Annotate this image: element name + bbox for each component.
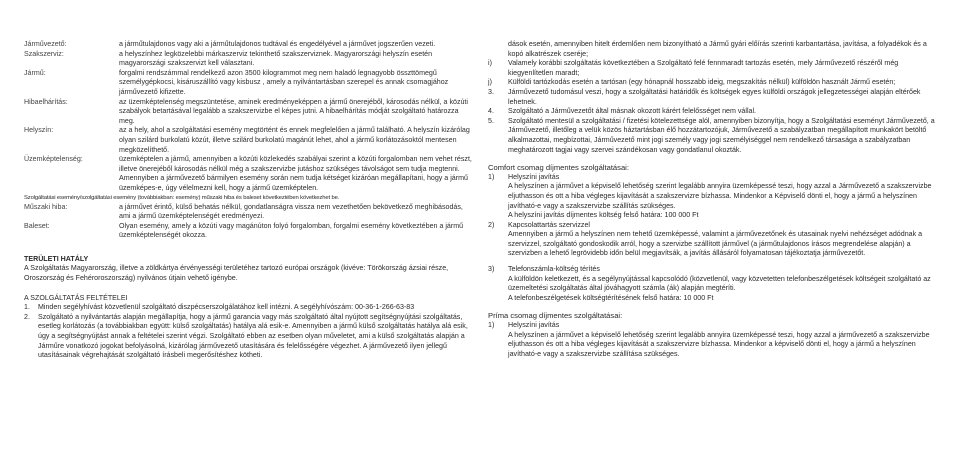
definition-text: Olyan esemény, amely a közúti vagy magánúton folyó forgalomban, forgalmi esemény következtében a jármű üzemképtelenségét okozza. — [119, 221, 464, 240]
sublist-marker: j) — [488, 78, 492, 87]
definition-item — [24, 50, 474, 69]
small-print-line: Szolgáltatási esemény/szolgáltatási esemény (továbbiakban: esemény) műszaki hiba és baleset következtében következhet be. — [24, 194, 340, 201]
comfort-title: Telefonszámla-költség térítés — [508, 265, 600, 274]
definition-item — [24, 98, 474, 127]
definition-item — [24, 203, 474, 222]
condition-text: Minden segélyhívást közvetlenül szolgáltató diszpécserszolgálatához kell intézni. A segélyhívószám: 00-36-1-266-63-83 — [38, 303, 415, 312]
sublist-item — [488, 78, 936, 88]
prima-text: A helyszínen a járművet a képviselő lehetőség szerint legalább annyira üzemképessé teszi, hogy azzal a járművezető a szakszervizbe eljuthasson és ott a hiba végleges kijavítását a szakszervizre bízhassa. Mindenkor a képviselő dönti el, hogy a jármű a helyszínen javítható-e vagy a szakszervizbe szállítása szükséges. — [508, 330, 930, 358]
comfort-title: Kapcsolattartás szervizzel — [508, 220, 591, 229]
numbered-text: Járművezető tudomásul veszi, hogy a szolgáltatási határidők és költségek egyes külföldi országok jellegzetességei alapján eltérőek lehetnek. — [508, 87, 921, 106]
definition-item — [24, 155, 474, 174]
sublist-marker: i) — [488, 59, 492, 68]
numbered-text: Szolgáltató a Járművezetőt által másnak okozott kárért felelősséget nem vállal. — [508, 107, 757, 116]
territory-text: A Szolgáltatás Magyarország, illetve a zöldkártya érvényességi területéhez tartozó európai országok (kivéve: Törökország ázsiai része, Oroszország és Fehéroroszország) nyilvános útjain vehető igénybe. — [24, 264, 449, 283]
prima-item — [488, 321, 936, 331]
condition-item — [24, 313, 474, 361]
comfort-extra: A telefonbeszélgetések költségtérítésének felső határa: 10 000 Ft — [508, 293, 714, 302]
definition-term: Műszaki hiba: — [24, 202, 68, 211]
definition-term: Szakszerviz: — [24, 49, 64, 58]
comfort-heading: Comfort csomag díjmentes szolgáltatásai: — [488, 163, 629, 173]
definition-term: Járművezető: — [24, 40, 67, 48]
definition-term: Üzemképtelenség: — [24, 155, 83, 164]
comfort-marker: 3) — [488, 265, 495, 274]
definition-term: Baleset: — [24, 221, 50, 230]
left-column — [24, 40, 474, 361]
comfort-title: Helyszíni javítás — [508, 172, 560, 181]
comfort-text: A külföldön keletkezett, és a segélynyújtással kapcsolódó (közvetlenül, vagy közvetetten telefonbeszélgetések költségeit szolgáltató az üzemeltetési szolgáltatás által jóváhagyott számla (ák) alapján megtéríti. — [508, 274, 931, 293]
definition-text: az a hely, ahol a szolgáltatási esemény megtörtént és ennek megfelelően a jármű található. A helyszín kizárólag olyan szilárd burkolatú közút, illetve szilárd burkolatú magánút lehet, ahol a jármű korlátozásoktól mentesen megközelíthető. — [119, 126, 470, 154]
definition-text: a helyszínhez legközelebbi márkaszerviz tekinthető szakszerviznek. Magyarországi helyszín esetén magyarországi szakszervizt kell választani. — [119, 49, 433, 68]
definition-text: a járművet érintő, külső behatás nélkül, gondatlanságra vissza nem vezethetően bekövetkező meghibásodás, ami a jármű üzemképtelenségét eredményezi. — [119, 202, 463, 221]
numbered-item — [488, 117, 936, 155]
definition-item — [24, 126, 474, 155]
prima-heading: Príma csomag díjmentes szolgáltatásai: — [488, 311, 623, 321]
condition-text: Szolgáltató a nyilvántartás alapján megállapítja, hogy a jármű garancia vagy más szolgáltató által nyújtott segítségnyújtási szolgáltatás, esetleg korlátozás (a továbbiakban együtt: külső szolgáltatás) hatálya alá esik-e. Amennyiben a jármű külső szolgáltatás hatálya alá esik, úgy a segítségnyújtást annak a feltételei szerint végzi. Szolgáltató ebben az esetben olyan műveletet, ami a külső szolgáltatás alapján a Járműre vonatkozó jogokat befolyásolná, kizárólag járművezető utasítására és felelősségére végezhet. A járművezető ilyen jellegű utasításainak végrehajtását szolgáltató írásbeli megerősítéshez kötheti. — [38, 312, 468, 360]
definition-text: forgalmi rendszámmal rendelkező azon 3500 kilogrammot meg nem haladó legnagyobb összttömegű személygépkocsi, kisáruszállító vagy kisbusz , amely a nyilvántartásban szerepel és annak csomagjához járművezető kifizette. — [119, 68, 449, 96]
numbered-text: Szolgáltató mentesül a szolgáltatási / fizetési kötelezettsége alól, amennyiben bizonyítja, hogy a Szolgáltatási eseményt Járművezető, a Járművezető, illetőleg a velük közös háztartásban élő hozzátartozójuk, Járművezető a szabályzatban megállapított munkakört betöltő alkalmazottai, megbízottai, Járművezető mint jogi személy vagy jogi személyiséggel nem rendelkező társasága a szabályzatban meghatározott tagjai vagy szervei szándékosan vagy gondatlanul okozták. — [508, 116, 935, 154]
numbered-marker: 5. — [488, 116, 494, 125]
definition-text: az üzemképtelenség megszüntetése, aminek eredményeképpen a jármű önerejéből, károsodás nélkül, a közúti szabályok betartásával legalább a szakszervizbe el képes jutni. A hibaelhárítás módját szolgáltató határozza meg. — [119, 97, 468, 125]
comfort-item — [488, 265, 936, 275]
comfort-item — [488, 173, 936, 183]
prima-marker: 1) — [488, 321, 495, 330]
sublist-text: Külföldi tartózkodás esetén a tartósan (egy hónapnál hosszabb ideig, megszakítás nélkül) külföldön használt Jármű esetén; — [508, 78, 896, 87]
comfort-marker: 2) — [488, 220, 495, 229]
definition-term: Hibaelhárítás: — [24, 97, 68, 106]
definition-text: a járműtulajdonos vagy aki a járműtulajdonos tudtával és engedélyével a járművet jogszerűen vezeti. — [119, 40, 436, 48]
condition-item — [24, 303, 474, 313]
definition-item — [24, 222, 474, 241]
comfort-extra: A helyszíni javítás díjmentes költség felső határa: 100 000 Ft — [508, 211, 699, 220]
definition-text: üzemképtelen a jármű, amennyiben a közúti közlekedés szabályai szerint a közúti forgalomban nem vehet részt, illetve önerejéből károsodás nélkül még a szakszervizbe jutáshoz szükséges távolságot sem tudja megtenni. — [119, 155, 472, 173]
sublist-item — [488, 59, 936, 78]
conditions-heading: A SZOLGÁLTATÁS FELTÉTELEI — [24, 293, 128, 302]
comfort-item — [488, 221, 936, 231]
comfort-text: A helyszínen a járművet a képviselő lehetőség szerint legalább annyira üzemképessé teszi, hogy azzal a Járművezető a szakszervizbe eljuthasson és ott a hiba végleges kijavítását a szakszervizre bízhassa. Mindenkor a Képviselő dönti el, hogy a jármű a helyszínen javítható-e vagy a szakszervizbe szállítás szükséges. — [508, 182, 932, 210]
comfort-text: Amennyiben a jármű a helyszínen nem tehető üzemképessé, valamint a járművezetőnek és utasainak nyelvi nehézséget adódnak a szervizzel, szolgáltató gondoskodik arról, hogy a szervizbe szállított járművel (a járműtulajdonos írásos megrendelése alapján) a szervizben a lehető legrövidebb időn belül megjavítsák, a javítás állásáról folyamatosan tájékoztatja járművezetőt. — [508, 230, 923, 258]
definition-term: Jármű: — [24, 68, 46, 77]
condition-number: 2. — [24, 312, 30, 321]
definitions-list — [24, 40, 474, 241]
numbered-marker: 4. — [488, 107, 494, 116]
right-column — [488, 40, 936, 359]
indent-paragraph: Amennyiben a járművezető bármilyen esemény során nem tudja kétséget kizáróan megállapítani, hogy a jármű üzemképes-e, úgy vélelmezni kell, hogy a jármű üzemképtelen. — [119, 174, 468, 192]
numbered-marker: 3. — [488, 87, 494, 96]
territory-heading: TERÜLETI HATÁLY — [24, 254, 89, 263]
sublist-text: Valamely korábbi szolgáltatás következtében a Szolgáltató felé fennmaradt tartozás esetén, mely Járművezető részéről még kiegyenlítetlen maradt; — [508, 59, 899, 77]
numbered-item — [488, 107, 936, 117]
numbered-item — [488, 88, 936, 107]
condition-number: 1. — [24, 303, 30, 312]
continuation-text: dások esetén, amennyiben hitelt érdemlően nem bizonyítható a Jármű gyári előírás szerinti karbantartása, javítása, a folyadékok és a kopó alkatrészek cseréje; — [508, 40, 927, 58]
comfort-marker: 1) — [488, 172, 495, 181]
definition-term: Helyszín: — [24, 126, 54, 135]
definition-item — [24, 69, 474, 98]
definition-item — [24, 40, 474, 50]
prima-title: Helyszíni javítás — [508, 321, 560, 330]
